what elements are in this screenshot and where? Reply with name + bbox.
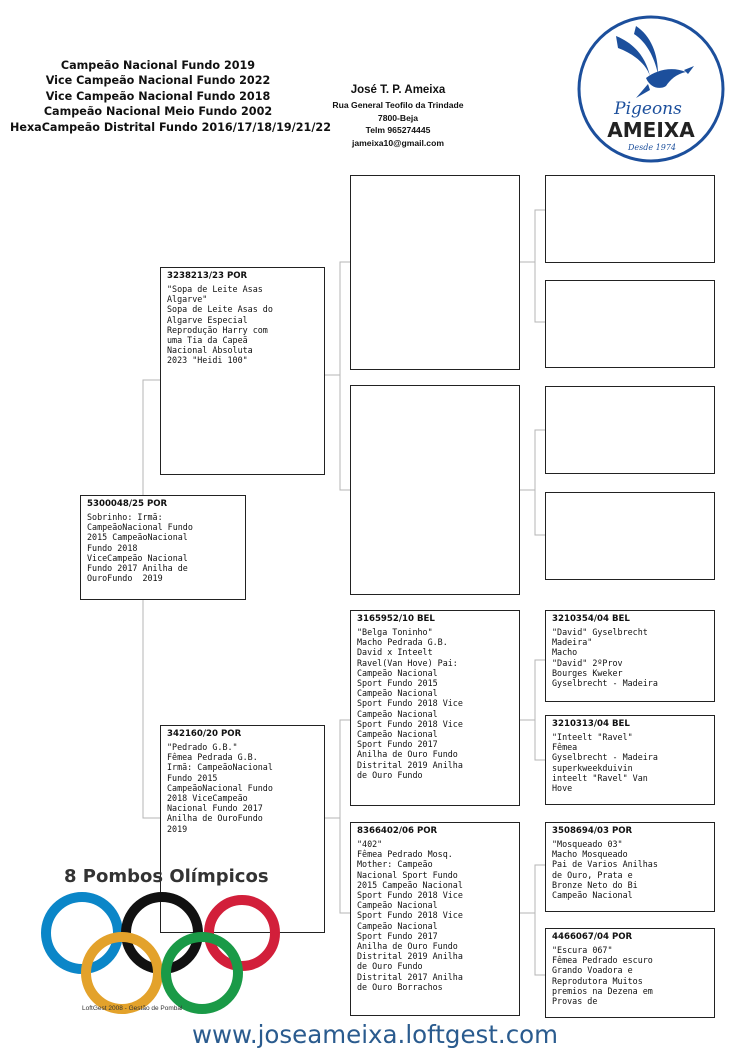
ring-number: 3238213/23 POR (167, 271, 248, 281)
owner-name: José T. P. Ameixa (350, 84, 446, 96)
svg-text:AMEIXA: AMEIXA (607, 118, 695, 142)
title-line: Vice Campeão Nacional Fundo 2018 (45, 89, 271, 103)
ring-number: 3210354/04 BEL (552, 614, 630, 624)
pedigree-box-subject (80, 495, 246, 600)
pedigree-box-empty-ggp-3 (545, 386, 715, 474)
svg-text:Desde 1974: Desde 1974 (627, 143, 677, 152)
pedigree-box-ggp-5 (545, 610, 715, 702)
ring-number: 3508694/03 POR (552, 826, 633, 836)
title-line: Campeão Nacional Fundo 2019 (60, 59, 256, 72)
pigeon-description: "Belga Toninho" Macho Pedrada G.B. David x Inteelt Ravel(Van Hove) Pai: Campeão Nacional Sport Fundo 2015 Campeão Nacional Sport Fundo 2018 Vice Campeão Nacional Sport Fundo 2018 Vice Campeão Nacional Sport Fundo 2017 Anilha de Ouro Fundo Distrital 2019 Anilha de Ouro Fundo (357, 627, 463, 780)
title-line: Vice Campeão Nacional Fundo 2022 (45, 74, 271, 88)
pedigree-box-dam-dam (350, 822, 520, 1016)
pigeon-description: "Inteelt "Ravel" Fêmea Gyselbrecht - Madeira superkweekduivin inteelt "Ravel" Van Hove (552, 732, 658, 794)
ring-number: 4466067/04 POR (552, 932, 633, 942)
pedigree-box-empty-ggp-1 (545, 175, 715, 263)
owner-postcode: 7800-Beja (377, 112, 419, 123)
pedigree-box-ggp-7 (545, 822, 715, 912)
pedigree-box-empty-ggp-4 (545, 492, 715, 580)
owner-email: jameixa10@gmail.com (352, 137, 444, 148)
pedigree-box-empty-sire-dam (350, 385, 520, 595)
pedigree-box-empty-sire-sire (350, 175, 520, 370)
owner-contact (318, 84, 478, 149)
ring-number: 8366402/06 POR (357, 826, 438, 836)
loftgest-note: LoftGest 2008 - Gestão de Pombal (82, 1005, 183, 1012)
ring-number: 3210313/04 BEL (552, 719, 630, 729)
olympic-rings-icon (40, 888, 280, 1018)
pigeon-description: "Sopa de Leite Asas Algarve" Sopa de Leite Asas do Algarve Especial Reprodução Harry com uma Tia da Capeã Nacional Absoluta 2023 "Heidi 100" (167, 284, 273, 366)
pedigree-box-empty-ggp-2 (545, 280, 715, 368)
pigeon-description: "402" Fêmea Pedrado Mosq. Mother: Campeão Nacional Sport Fundo 2015 Campeão Nacional Sport Fundo 2018 Vice Campeão Nacional Sport Fundo 2018 Vice Campeão Nacional Sport Fundo 2017 Anilha de Ouro Fundo Distrital 2019 Anilha de Ouro Fundo Distrital 2017 Anilha de Ouro Borrachos (357, 839, 463, 992)
ring-number: 342160/20 POR (167, 729, 242, 739)
ring-number: 3165952/10 BEL (357, 614, 435, 624)
ameixa-logo (576, 14, 726, 164)
title-line: HexaCampeão Distrital Fundo 2016/17/18/19/21/22 (10, 120, 331, 134)
pedigree-box-ggp-8 (545, 928, 715, 1018)
pigeon-description: "David" Gyselbrecht Madeira" Macho "David" 2ºProv Bourges Kweker Gyselbrecht - Madeira (552, 627, 658, 689)
pigeon-description: "Mosqueado 03" Macho Mosqueado Pai de Varios Anilhas de Ouro, Prata e Bronze Neto do Bi Campeão Nacional (552, 839, 658, 901)
title-line: Campeão Nacional Meio Fundo 2002 (43, 105, 273, 119)
pigeon-description: "Pedrado G.B." Fêmea Pedrada G.B. Irmã: CampeãoNacional Fundo 2015 CampeãoNacional Fundo 2018 ViceCampeão Nacional Fundo 2017 Anilha de OuroFundo 2019 (167, 742, 273, 834)
owner-address: Rua General Teofilo da Trindade (332, 100, 464, 110)
svg-text:Pigeons: Pigeons (614, 99, 682, 119)
olympic-pigeons-title: 8 Pombos Olímpicos (64, 866, 269, 887)
pedigree-box-ggp-6 (545, 715, 715, 805)
pedigree-box-sire (160, 267, 325, 475)
championship-titles (10, 58, 331, 135)
owner-phone: Telm 965274445 (365, 125, 431, 135)
website-link[interactable]: www.joseameixa.loftgest.com (191, 1020, 559, 1049)
ring-number: 5300048/25 POR (87, 499, 168, 509)
pedigree-box-dam-sire (350, 610, 520, 806)
pigeon-description: Sobrinho: Irmã: CampeãoNacional Fundo 2015 CampeãoNacional Fundo 2018 ViceCampeão Nacional Fundo 2017 Anilha de OuroFundo 2019 (87, 512, 193, 584)
pigeon-description: "Escura 067" Fêmea Pedrado escuro Grando Voadora e Reprodutora Muitos premios na Dezena em Provas de (552, 945, 653, 1007)
